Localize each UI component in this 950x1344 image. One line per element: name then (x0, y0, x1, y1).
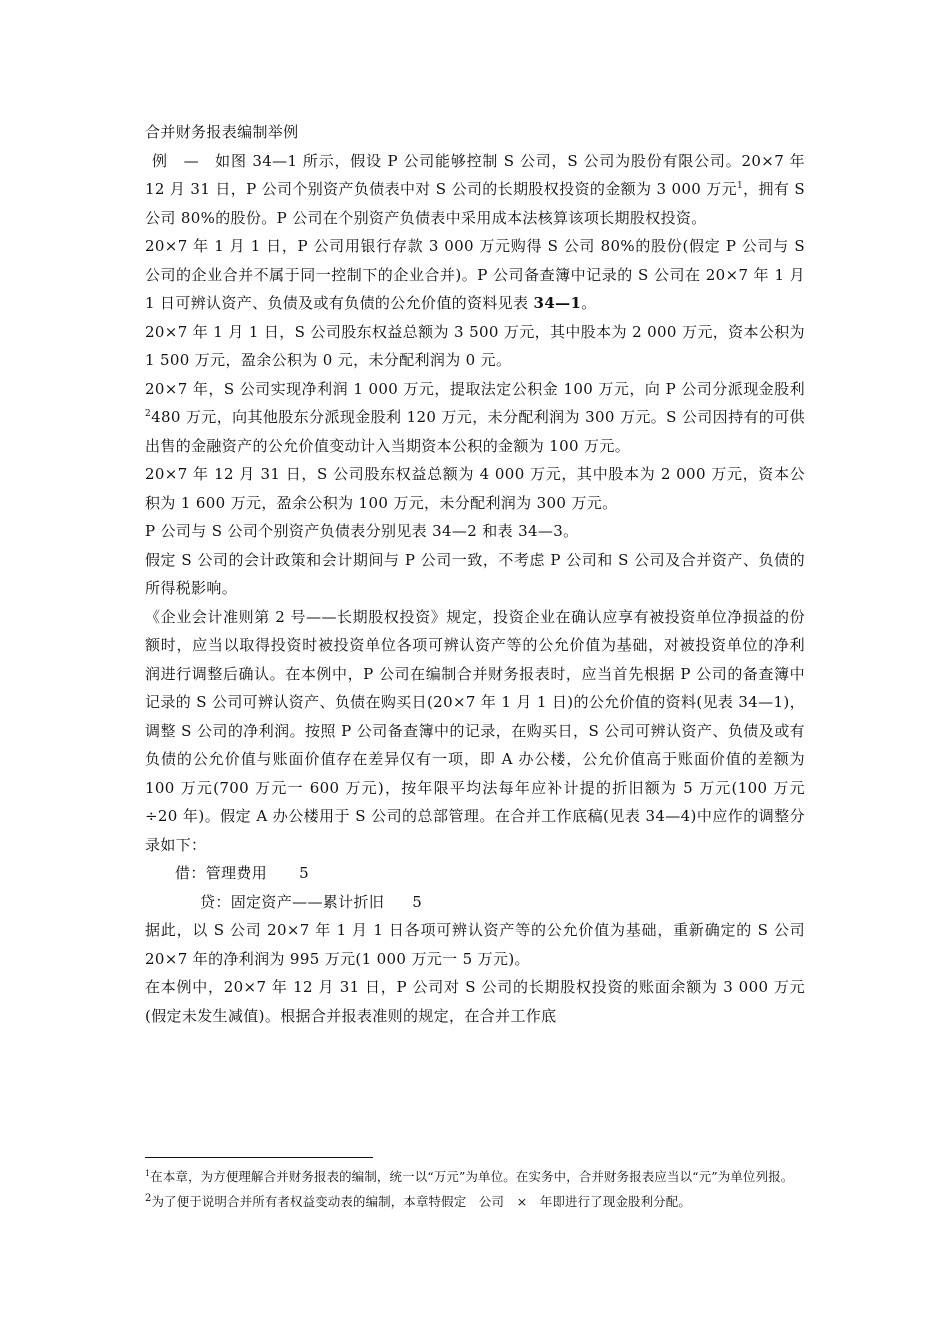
entry-amount: 5 (299, 864, 310, 882)
paragraph-profit (145, 375, 805, 461)
footnotes (145, 1167, 805, 1211)
paragraph-text: ，拥有 S 公司 80%的股份。P 公司在个别资产负债表中采用成本法核算该项长期股权投资。 (145, 180, 805, 227)
paragraph-acquisition (145, 232, 805, 318)
paragraph-investment-balance: 在本例中，20×7 年 12 月 31 日，P 公司对 S 公司的长期股权投资的账面余额为 3 000 万元(假定未发生减值)。根据合并报表准则的规定，在合并工作底 (145, 978, 805, 1025)
footnote-ref-2[interactable]: 2 (145, 409, 152, 419)
footnote-2 (145, 1192, 805, 1211)
footnote-text: 在本章，为方便理解合并财务报表的编制，统一以“万元”为单位。在实务中，合并财务报表应当以“元”为单位列报。 (150, 1169, 794, 1184)
paragraph-standard: 《企业会计准则第 2 号——长期股权投资》规定，投资企业在确认应享有被投资单位净损益的份额时，应当以取得投资时被投资单位各项可辨认资产等的公允价值为基础，对被投资单位的净利润进行调整后确认。在本例中，P 公司在编制合并财务报表时，应当首先根据 P 公司的备查簿中记录的 S 公司可辨认资产、负债在购买日(20×7 年 1 月 1 日)的公允价值的资料(见表 34—1)，调整 S 公司的净利润。按照 P 公司备查簿中的记录，在购买日，S 公司可辨认资产、负债及或有负债的公允价值与账面价值存在差异仅有一项，即 A 办公楼，公允价值高于账面价值的差额为 100 万元(700 万元一 600 万元)，按年限平均法每年应补计提的折旧额为 5 万元(100 万元÷20 年)。假定 A 办公楼用于 S 公司的总部管理。在合并工作底稿(见表 34—4)中应作的调整分录如下： (145, 607, 805, 854)
paragraph-text: 20×7 年 1 月 1 日，P 公司用银行存款 3 000 万元购得 S 公司 80%的股份(假定 P 公司与 S 公司的企业合并不属于同一控制下的企业合并)。P 公司备查簿中记录的 S 公司在 20×7 年 1 月 1 日可辨认资产、负债及或有负债的公允价值的资料见表 (145, 237, 805, 312)
document-title: 合并财务报表编制举例 (145, 123, 299, 141)
paragraph-balance-sheets: P 公司与 S 公司个别资产负债表分别见表 34—2 和表 34—3。 (145, 522, 579, 540)
paragraph-equity-start: 20×7 年 1 月 1 日，S 公司股东权益总额为 3 500 万元，其中股本为 2 000 万元，资本公积为 1 500 万元，盈余公积为 0 元，未分配利润为 0 元。 (145, 322, 805, 369)
journal-entry-credit (145, 888, 805, 917)
paragraph-text: 20×7 年，S 公司实现净利润 1 000 万元，提取法定公积金 100 万元，向 P 公司分派现金股利 (145, 379, 805, 398)
footnote-divider (145, 1157, 373, 1158)
footnote-mark: 2 (145, 1192, 152, 1204)
footnote-ref-1[interactable]: 1 (737, 181, 744, 191)
paragraph-example-intro (145, 147, 805, 233)
entry-account: 借：管理费用 (175, 864, 268, 882)
entry-amount: 5 (412, 892, 423, 911)
paragraph-assumption: 假定 S 公司的会计政策和会计期间与 P 公司一致，不考虑 P 公司和 S 公司及合并资产、负债的所得税影响。 (145, 550, 805, 597)
footnote-mark: 1 (145, 1168, 151, 1178)
paragraph-text: 例 — 如图 34—1 所示，假设 P 公司能够控制 S 公司，S 公司为股份有限公司。20×7 年 12 月 31 日，P 公司个别资产负债表中对 S 公司的长期股权投资的金额为 3 000 万元 (145, 151, 805, 198)
journal-entry-debit (145, 859, 805, 888)
paragraph-adjusted-profit: 据此，以 S 公司 20×7 年 1 月 1 日各项可辨认资产等的公允价值为基础，重新确定的 S 公司 20×7 年的净利润为 995 万元(1 000 万元一 5 万元)。 (145, 921, 805, 968)
paragraph-text: 480 万元，向其他股东分派现金股利 120 万元，未分配利润为 300 万元。S 公司因持有的可供出售的金融资产的公允价值变动计入当期资本公积的金额为 100 万元。 (145, 408, 805, 455)
paragraph-equity-end: 20×7 年 12 月 31 日，S 公司股东权益总额为 4 000 万元，其中股本为 2 000 万元，资本公积为 1 600 万元，盈余公积为 100 万元，未分配利润为 300 万元。 (145, 465, 805, 512)
footnote-1 (145, 1167, 805, 1186)
paragraph-text: 。 (581, 294, 597, 312)
entry-account: 贷：固定资产——累计折旧 (200, 892, 385, 911)
footnote-text: 为了便于说明合并所有者权益变动表的编制，本章特假定 公司 × 年即进行了现金股利分配。 (151, 1194, 691, 1209)
document-body (145, 118, 805, 1030)
table-reference: 34—1 (533, 294, 582, 312)
